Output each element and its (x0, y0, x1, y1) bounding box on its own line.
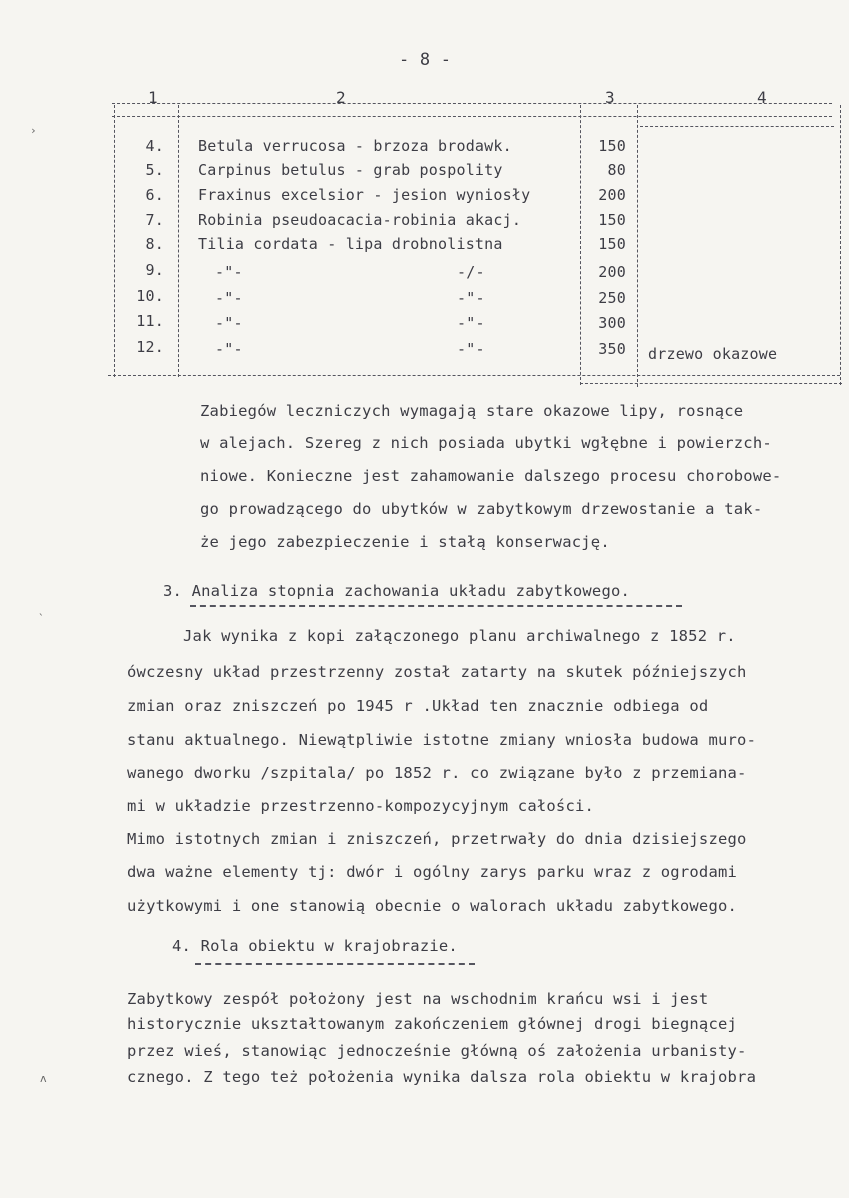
text-line: mi w układzie przestrzenno-kompozycyjnym całości. (127, 797, 595, 815)
text-line: Zabytkowy zespół położony jest na wschodnim krańcu wsi i jest (127, 990, 709, 1008)
remarks: drzewo okazowe (648, 345, 778, 363)
text-line: użytkowymi i one stanowią obecnie o walorach układu zabytkowego. (127, 897, 738, 915)
text-line: przez wieś, stanowiąc jednocześnie główną oś założenia urbanisty- (127, 1042, 747, 1060)
text-line: ówczesny układ przestrzenny został zatarty na skutek późniejszych (127, 663, 747, 681)
scan-mark: › (30, 124, 37, 137)
row-number: 6. (145, 186, 164, 204)
row-number: 11. (136, 312, 164, 330)
scan-mark: ʌ (40, 1072, 47, 1085)
text-line: cznego. Z tego też położenia wynika dalsza rola obiektu w krajobra (127, 1068, 757, 1086)
text-line: zmian oraz zniszczeń po 1945 r .Układ ten znacznie odbiega od (127, 697, 709, 715)
text-line: stanu aktualnego. Niewątpliwie istotne zmiany wniosła budowa muro- (127, 731, 757, 749)
ditto-mark: -"- (215, 263, 243, 281)
text-line: go prowadzącego do ubytków w zabytkowym drzewostanie a tak- (200, 500, 763, 518)
tree-count: 200 (598, 263, 626, 281)
species-name: Betula verrucosa - brzoza brodawk. (198, 137, 512, 155)
tree-count: 200 (598, 186, 626, 204)
table-col1-divider (178, 105, 179, 377)
row-number: 10. (136, 287, 164, 305)
row-number: 9. (145, 261, 164, 279)
row-number: 4. (145, 137, 164, 155)
tree-count: 250 (598, 289, 626, 307)
text-line: w alejach. Szereg z nich posiada ubytki wgłębne i powierzch- (200, 434, 772, 452)
heading-underline (190, 605, 682, 607)
table-bottom-rule (108, 375, 840, 376)
tree-count: 80 (607, 161, 626, 179)
row-number: 5. (145, 161, 164, 179)
ditto-mark: -"- (457, 340, 485, 358)
text-line: dwa ważne elementy tj: dwór i ogólny zarys parku wraz z ogrodami (127, 863, 738, 881)
heading-underline (195, 963, 475, 965)
tree-count: 300 (598, 314, 626, 332)
ditto-mark: -"- (457, 289, 485, 307)
row-number: 8. (145, 235, 164, 253)
text-line: Jak wynika z kopi załączonego planu archiwalnego z 1852 r. (183, 627, 736, 645)
table-right-border (840, 105, 841, 385)
text-line: Zabiegów leczniczych wymagają stare okazowe lipy, rosnące (200, 402, 744, 420)
text-line: niowe. Konieczne jest zahamowanie dalszego procesu chorobowe- (200, 467, 782, 485)
table-col3-divider (637, 105, 638, 387)
table-header-3: 3 (605, 88, 615, 107)
ditto-mark: -"- (215, 289, 243, 307)
page-number: - 8 - (399, 50, 452, 70)
section-heading-4: 4. Rola obiektu w krajobrazie. (172, 937, 458, 955)
ditto-mark: -"- (215, 314, 243, 332)
text-line: wanego dworku /szpitala/ po 1852 r. co związane było z przemiana- (127, 764, 747, 782)
ditto-mark: -"- (457, 314, 485, 332)
species-name: Robinia pseudoacacia-robinia akacj. (198, 211, 522, 229)
row-number: 7. (145, 211, 164, 229)
table-header-1: 1 (148, 88, 158, 107)
text-line: historycznie ukształtowanym zakończeniem głównej drogi biegnącej (127, 1015, 738, 1033)
species-name: Fraxinus excelsior - jesion wyniosły (198, 186, 531, 204)
row-number: 12. (136, 338, 164, 356)
table-header-rule (112, 116, 832, 117)
section-heading-3: 3. Analiza stopnia zachowania układu zabytkowego. (163, 582, 631, 600)
tree-count: 150 (598, 137, 626, 155)
table-left-border (114, 105, 115, 377)
species-name: Carpinus betulus - grab pospolity (198, 161, 503, 179)
tree-count: 150 (598, 235, 626, 253)
ditto-mark: -"- (215, 340, 243, 358)
table-top-rule (112, 103, 832, 104)
text-line: Mimo istotnych zmian i zniszczeń, przetrwały do dnia dzisiejszego (127, 830, 747, 848)
table-col2-divider (580, 105, 581, 385)
text-line: że jego zabezpieczenie i stałą konserwację. (200, 533, 610, 551)
ditto-mark: -/- (457, 263, 485, 281)
table-bottom-rule-2 (580, 383, 842, 384)
tree-count: 350 (598, 340, 626, 358)
scan-mark: ` (38, 612, 45, 625)
table-header-4: 4 (757, 88, 767, 107)
table-header-2: 2 (336, 88, 346, 107)
table-col4-rule (640, 126, 834, 127)
tree-count: 150 (598, 211, 626, 229)
species-name: Tilia cordata - lipa drobnolistna (198, 235, 503, 253)
